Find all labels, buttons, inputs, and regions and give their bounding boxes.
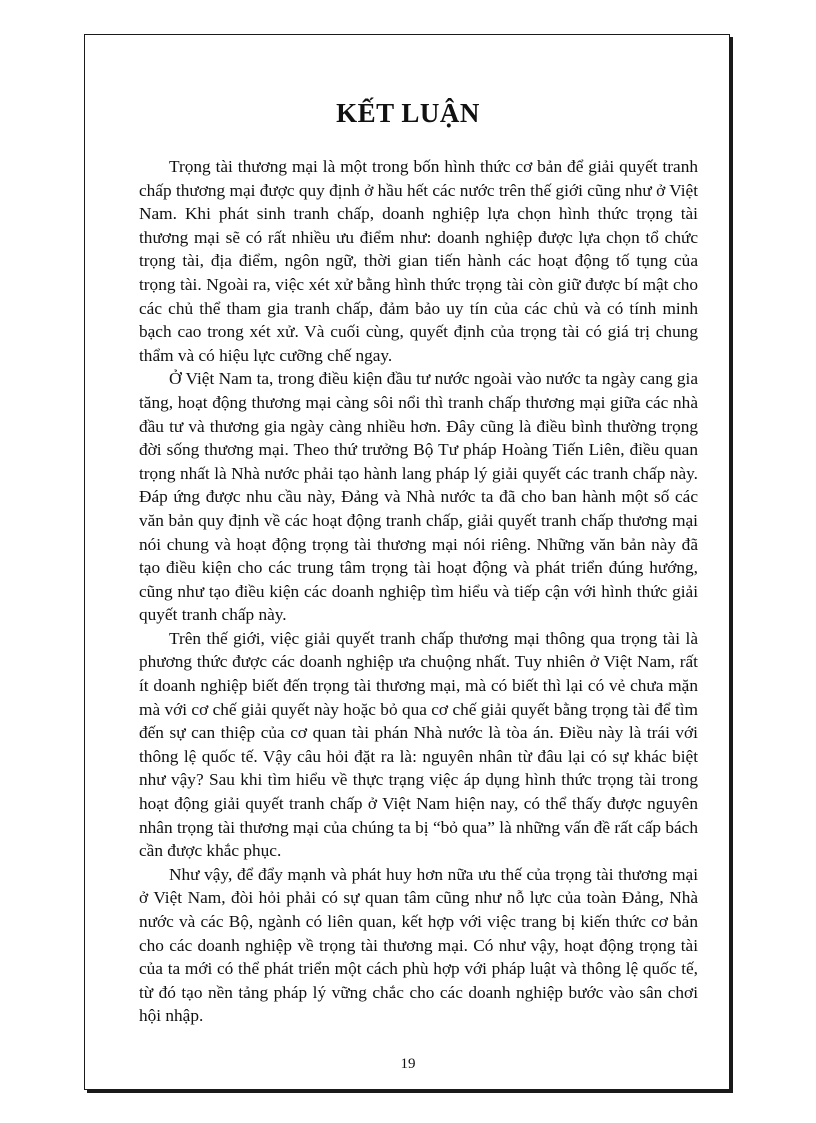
- paragraph-2: Ở Việt Nam ta, trong điều kiện đầu tư nước ngoài vào nước ta ngày cang gia tăng, hoạt động thương mại càng sôi nổi thì tranh chấp thương mại giữa các nhà đầu tư và thương gia ngày càng nhiều hơn. Đây cũng là điều bình thường trọng đời sống thương mại. Theo thứ trưởng Bộ Tư pháp Hoàng Tiến Liên, điều quan trọng nhất là Nhà nước phải tạo hành lang pháp lý giải quyết các tranh chấp này. Đáp ứng được nhu cầu này, Đảng và Nhà nước ta đã cho ban hành một số các văn bản quy định về các hoạt động tranh chấp, giải quyết tranh chấp thương mại nói chung và hoạt động trọng tài thương mại nói riêng. Những văn bản này đã tạo điều kiện cho các trung tâm trọng tài hoạt động và phát triển đúng hướng, cũng như tạo điều kiện các doanh nghiệp tìm hiểu và tiếp cận với hình thức giải quyết tranh chấp này.: [139, 369, 698, 625]
- page-number: 19: [400, 1056, 416, 1072]
- page-title: KẾT LUẬN: [336, 98, 480, 128]
- paragraph-4: Như vậy, để đẩy mạnh và phát huy hơn nữa ưu thế của trọng tài thương mại ở Việt Nam, đòi hỏi phải có sự quan tâm cũng như nỗ lực của toàn Đảng, Nhà nước và các Bộ, ngành có liên quan, kết hợp với việc trang bị kiến thức cơ bản cho các doanh nghiệp về trọng tài thương mại. Có như vậy, hoạt động trọng tài của ta mới có thể phát triển một cách phù hợp với pháp luật và thông lệ quốc tế, từ đó tạo nền tảng pháp lý vững chắc cho các doanh nghiệp bước vào sân chơi hội nhập.: [139, 864, 698, 1026]
- document-body: [139, 155, 698, 1028]
- paragraph-1: Trọng tài thương mại là một trong bốn hình thức cơ bản để giải quyết tranh chấp thương mại được quy định ở hầu hết các nước trên thế giới cũng như ở Việt Nam. Khi phát sinh tranh chấp, doanh nghiệp lựa chọn hình thức trọng tài thương mại sẽ có rất nhiều ưu điểm như: doanh nghiệp được lựa chọn tổ chức trọng tài, địa điểm, ngôn ngữ, thời gian tiến hành các hoạt động tố tụng của trọng tài. Ngoài ra, việc xét xử bằng hình thức trọng tài còn giữ được bí mật cho các chủ thể tham gia tranh chấp, đảm bảo uy tín của các chủ và có tính minh bạch cao trong xét xử. Và cuối cùng, quyết định của trọng tài có giá trị chung thẩm và có hiệu lực cưỡng chế ngay.: [139, 157, 698, 365]
- paragraph-3: Trên thế giới, việc giải quyết tranh chấp thương mại thông qua trọng tài là phương thức được các doanh nghiệp ưa chuộng nhất. Tuy nhiên ở Việt Nam, rất ít doanh nghiệp biết đến trọng tài thương mại, mà có biết thì lại có vẻ chưa mặn mà với cơ chế giải quyết này hoặc bỏ qua cơ chế giải quyết bằng trọng tài để tìm đến sự can thiệp của cơ quan tài phán Nhà nước là tòa án. Điều này là trái với thông lệ quốc tế. Vậy câu hỏi đặt ra là: nguyên nhân từ đâu lại có sự khác biệt như vậy? Sau khi tìm hiểu về thực trạng việc áp dụng hình thức trọng tài trong hoạt động giải quyết tranh chấp ở Việt Nam hiện nay, có thể thấy được nguyên nhân trọng tài thương mại của chúng ta bị “bỏ qua” là những vấn đề rất cấp bách cần được khắc phục.: [139, 628, 698, 861]
